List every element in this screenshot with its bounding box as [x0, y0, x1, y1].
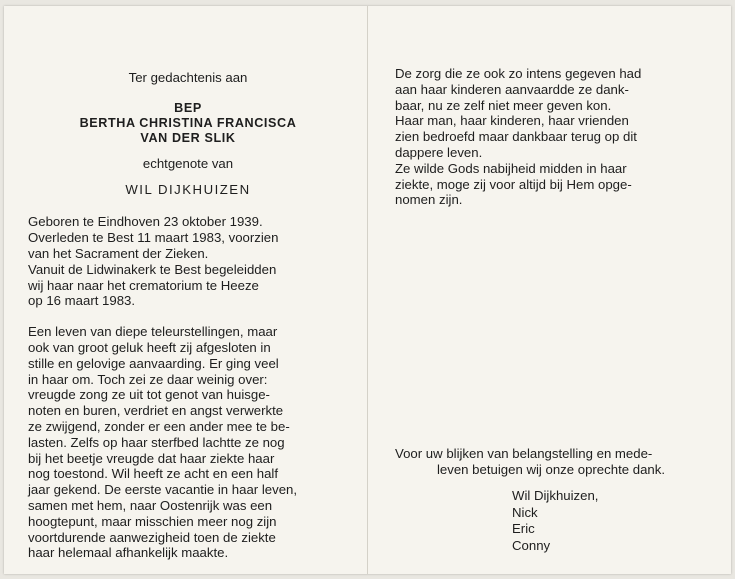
- birth-line: op 16 maart 1983.: [28, 293, 136, 309]
- signer-name: Conny: [512, 537, 551, 553]
- signer-name: Nick: [512, 504, 538, 520]
- thanks-line: leven betuigen wij onze oprechte dank.: [436, 461, 665, 477]
- birth-death-paragraph: [28, 214, 348, 309]
- birth-line: Vanuit de Lidwinakerk te Best begeleidden: [28, 261, 277, 277]
- life-line: hoogtepunt, maar misschien meer nog zijn: [28, 513, 277, 529]
- birth-line: van het Sacrament der Zieken.: [28, 245, 209, 261]
- care-line: nomen zijn.: [395, 192, 463, 208]
- name-last: VAN DER SLIK: [140, 130, 236, 145]
- care-line: ziekte, moge zij voor altijd bij Hem opge-: [395, 176, 632, 192]
- birth-line: Overleden te Best 11 maart 1983, voorzien: [28, 230, 279, 246]
- life-line: noten en buren, verdriet en angst verwerkte: [28, 403, 284, 419]
- life-line: ook van groot geluk heeft zij afgesloten in: [28, 339, 271, 355]
- life-line: jaar gekend. De eerste vacantie in haar leven,: [28, 482, 298, 498]
- thanks-paragraph: [395, 446, 707, 478]
- life-line: samen met hem, naar Oostenrijk was een: [28, 497, 273, 513]
- birth-line: Geboren te Eindhoven 23 oktober 1939.: [28, 214, 263, 230]
- care-line: Haar man, haar kinderen, haar vrienden: [395, 113, 629, 129]
- life-line: stille en gelovige aanvaarding. Er ging veel: [28, 355, 279, 371]
- life-line: in haar om. Toch zei ze daar weinig over:: [28, 371, 268, 387]
- life-line: lasten. Zelfs op haar sterfbed lachtte ze nog: [28, 434, 285, 450]
- card-fold-line: [367, 6, 368, 574]
- birth-line: wij haar naar het crematorium te Heeze: [28, 277, 259, 293]
- care-line: aan haar kinderen aanvaardde ze dank-: [395, 81, 629, 97]
- signer-name: Wil Dijkhuizen,: [512, 488, 599, 503]
- life-line: nog toestond. Wil heeft ze acht en een half: [28, 466, 278, 482]
- thanks-line: Voor uw blijken van belangstelling en mede-: [395, 446, 653, 461]
- header-intro: Ter gedachtenis aan: [128, 70, 248, 85]
- name-full: BERTHA CHRISTINA FRANCISCA: [79, 115, 297, 130]
- left-panel: [28, 70, 348, 561]
- life-line: Een leven van diepe teleurstellingen, maar: [28, 324, 278, 340]
- life-line: bij het beetje vreugde dat haar ziekte haar: [28, 450, 275, 466]
- signer-name: Eric: [512, 521, 535, 536]
- life-line: haar helemaal afhankelijk maakte.: [28, 545, 229, 561]
- life-paragraph: [28, 324, 348, 561]
- care-line: zien bedroefd maar dankbaar terug op dit: [395, 129, 637, 145]
- care-line: Ze wilde Gods nabijheid midden in haar: [395, 160, 627, 176]
- spouse-intro: echtgenote van: [142, 155, 234, 171]
- care-line: baar, nu ze zelf niet meer geven kon.: [395, 97, 612, 113]
- care-line: De zorg die ze ook zo intens gegeven had: [395, 66, 642, 81]
- name-first: BEP: [174, 100, 202, 115]
- right-panel: [395, 66, 705, 208]
- life-line: ze zwijgend, zonder er een ander mee te be-: [28, 418, 290, 434]
- life-line: voortdurende aanwezigheid toen de ziekte: [28, 529, 276, 545]
- spouse-name: WIL DIJKHUIZEN: [125, 181, 251, 197]
- care-line: dappere leven.: [395, 144, 483, 160]
- signers-list: [512, 488, 598, 554]
- care-paragraph: [395, 66, 705, 208]
- life-line: vreugde zong ze uit tot genot van huisge-: [28, 387, 270, 403]
